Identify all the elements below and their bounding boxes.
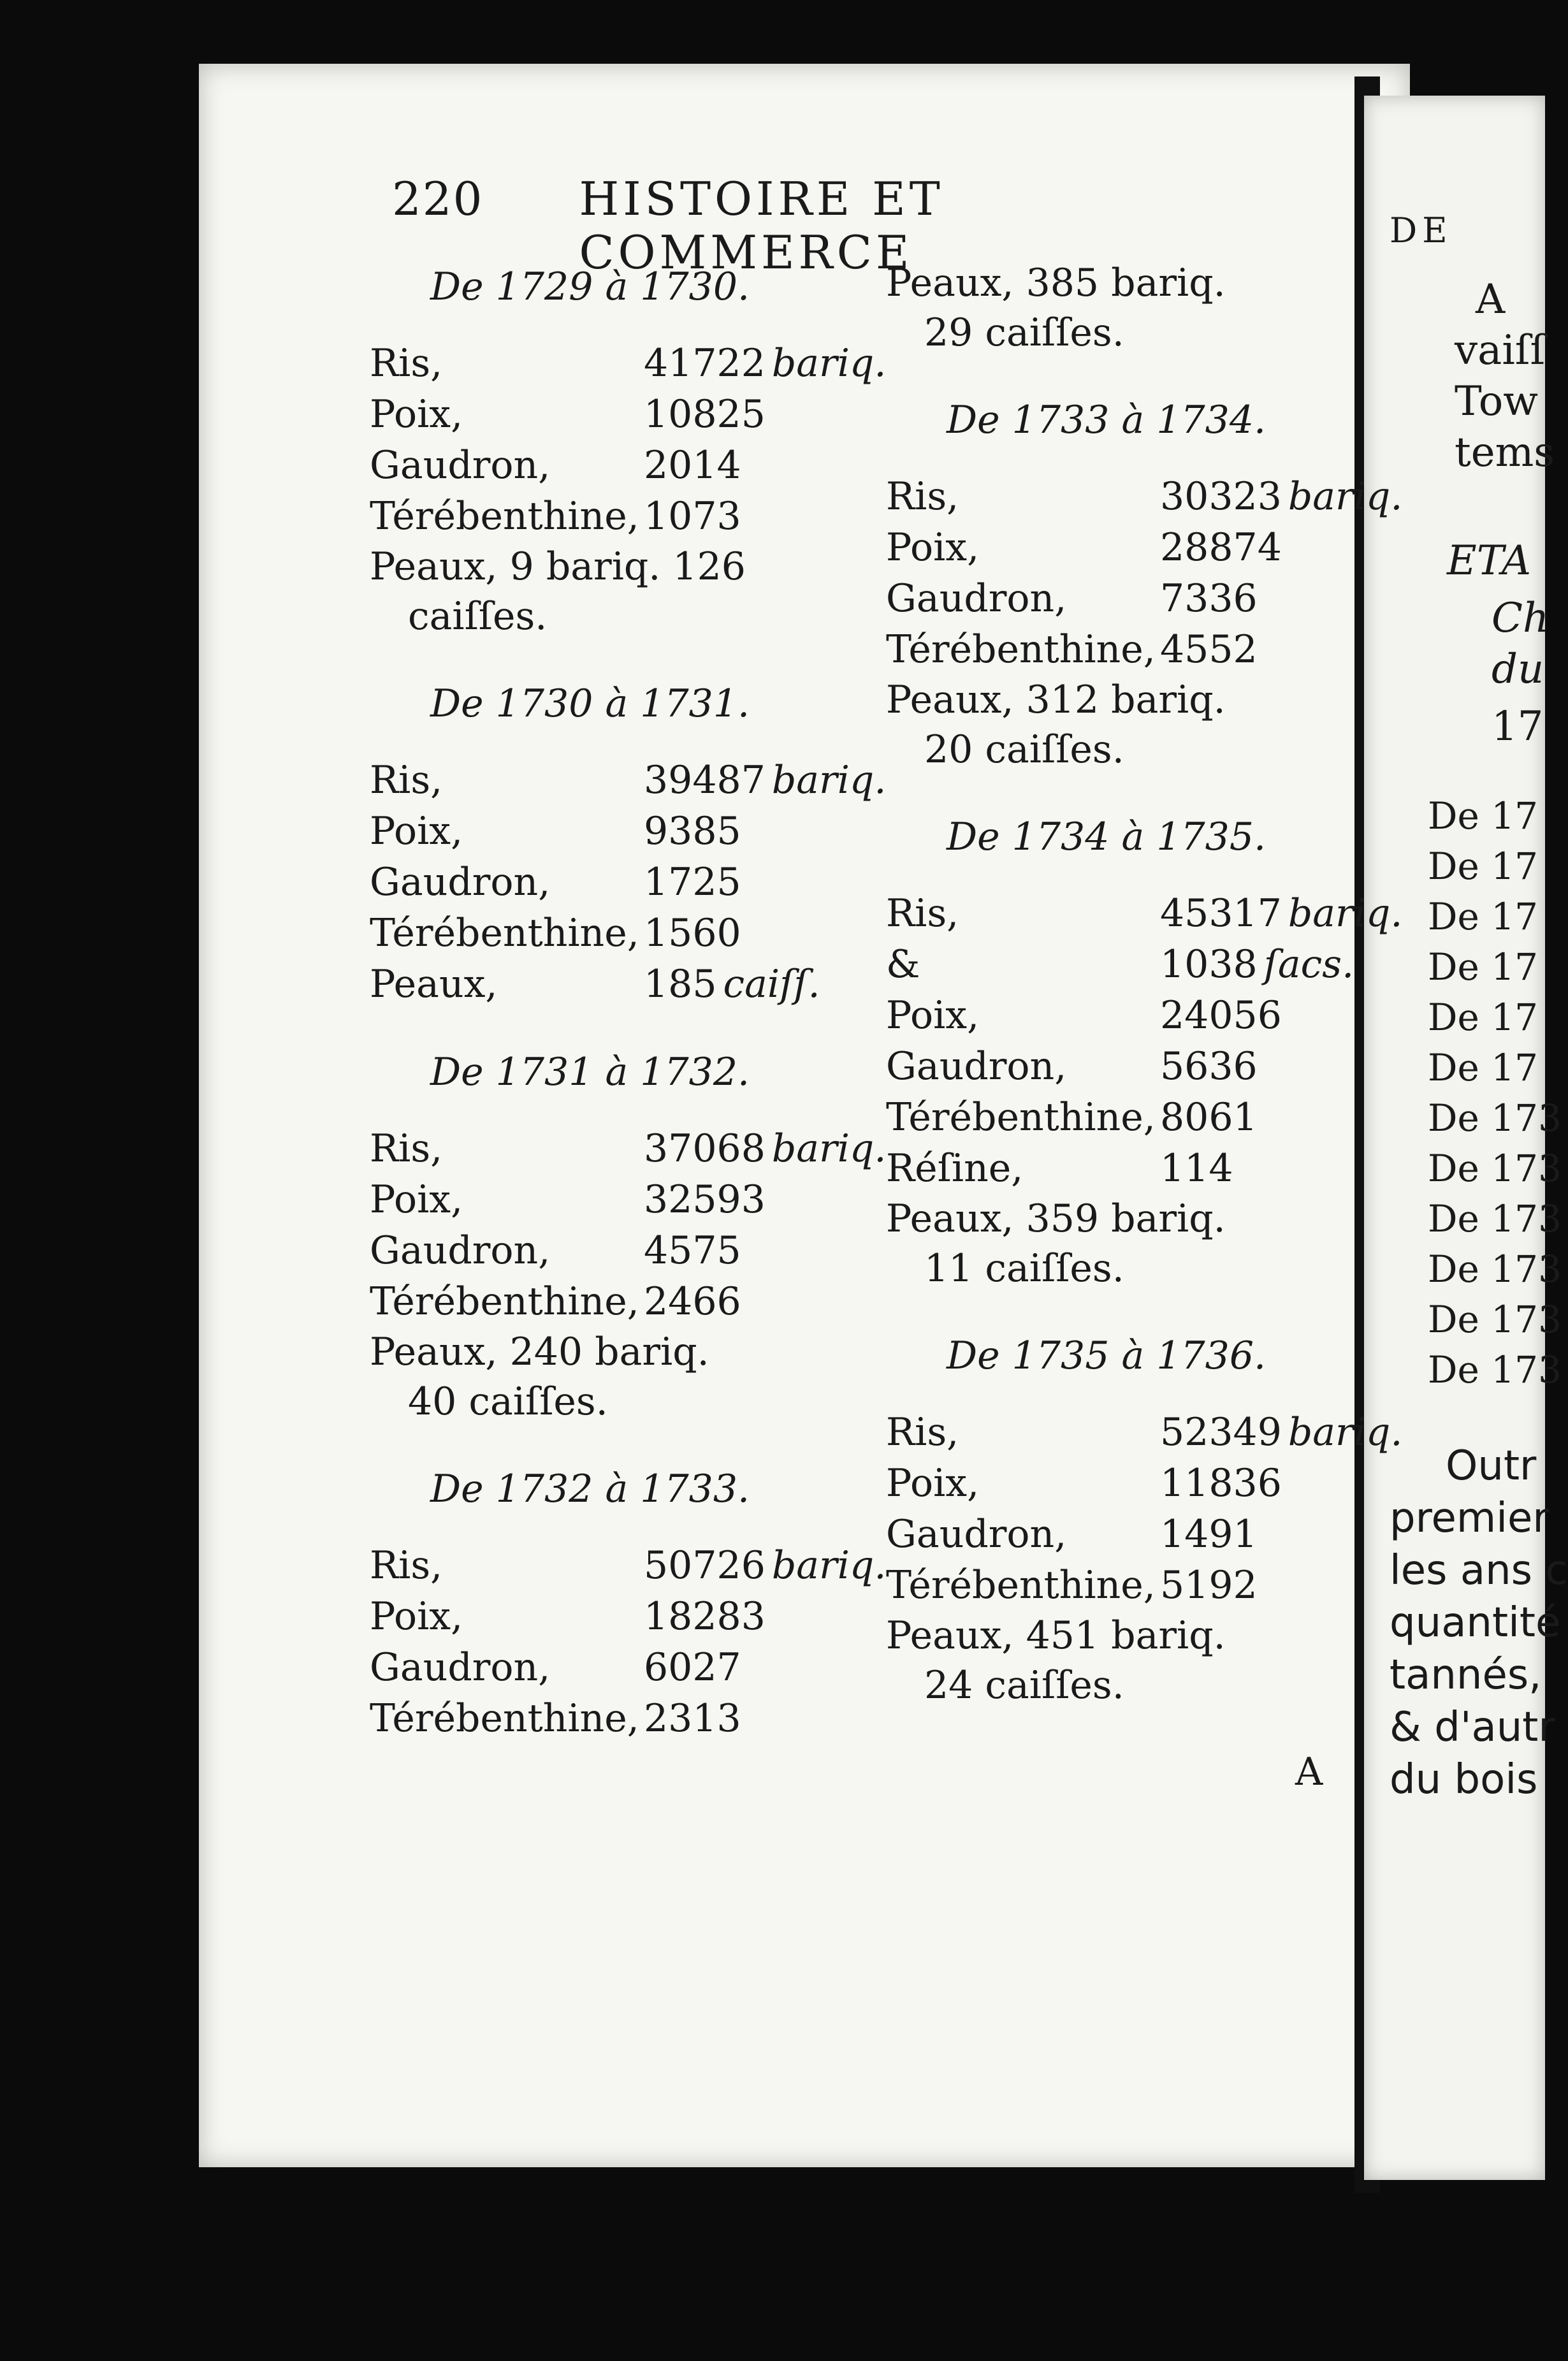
commodity-name: Térébenthine, <box>886 1563 1156 1608</box>
year-section <box>370 1047 887 1427</box>
commodity-value: 10825 <box>644 392 766 437</box>
commodity-name: Poix, <box>370 392 463 437</box>
facing-line: A <box>1476 276 1506 323</box>
commodity-value: 41722 bariq. <box>644 341 887 386</box>
commodity-row <box>370 1693 854 1744</box>
year-heading: De 1731 à 1732. <box>430 1050 750 1094</box>
commodity-name: Térébenthine, <box>370 911 639 955</box>
commodity-row <box>370 806 854 857</box>
commodity-row <box>886 1143 1370 1194</box>
year-heading: De 1729 à 1730. <box>430 265 750 309</box>
commodity-value: 32593 <box>644 1177 766 1222</box>
commodity-value: 5636 <box>1160 1044 1258 1089</box>
commodity-row <box>370 389 854 440</box>
commodity-name: Gaudron, <box>370 1228 551 1273</box>
year-section <box>886 395 1403 774</box>
year-section <box>370 1464 887 1744</box>
commodity-value: 1073 <box>644 494 741 539</box>
facing-de-line: De 173 <box>1428 1348 1562 1391</box>
commodity-name: Térébenthine, <box>886 1095 1156 1140</box>
commodity-value: 114 <box>1160 1146 1233 1191</box>
commodity-unit: bariq. <box>1288 1410 1403 1455</box>
commodity-row <box>370 908 854 959</box>
commodity-value: 2014 <box>644 443 741 488</box>
commodity-row <box>886 1509 1370 1560</box>
commodity-row <box>370 1642 854 1693</box>
facing-de-line: De 17 <box>1428 1046 1539 1089</box>
commodity-row <box>370 1540 887 1591</box>
year-section <box>370 261 887 641</box>
year-section <box>886 811 1403 1293</box>
left-column <box>370 261 887 1781</box>
commodity-value: 37068 bariq. <box>644 1126 887 1171</box>
commodity-name: Gaudron, <box>886 576 1067 621</box>
commodity-name: Réſine, <box>886 1146 1024 1191</box>
commodity-unit: bariq. <box>1288 891 1403 936</box>
facing-line: vaiſſ <box>1455 327 1546 374</box>
commodity-unit: ſacs. <box>1263 942 1354 987</box>
commodity-value: 2313 <box>644 1696 741 1741</box>
page-number: 220 <box>392 172 484 226</box>
peaux-note: Peaux, 9 bariq. 126 <box>370 544 746 589</box>
commodity-value: 1038 ſacs. <box>1160 942 1354 987</box>
commodity-row <box>886 1407 1403 1458</box>
commodity-name: Poix, <box>370 1177 463 1222</box>
facing-title-line: ETA <box>1447 537 1532 585</box>
commodity-value: 52349 bariq. <box>1160 1410 1403 1455</box>
commodity-value: 39487 bariq. <box>644 758 887 803</box>
commodity-row <box>886 1560 1370 1611</box>
commodity-unit: caiſſ. <box>723 962 820 1006</box>
peaux-note: Peaux, 312 bariq. <box>886 678 1226 722</box>
commodity-row <box>370 1591 854 1642</box>
facing-de-line: De 17 <box>1428 845 1539 888</box>
facing-page-head: DE <box>1390 210 1453 251</box>
commodity-name: & <box>886 942 920 987</box>
facing-de-line: De 17 <box>1428 794 1539 838</box>
commodity-row <box>370 1276 854 1327</box>
commodity-name: Poix, <box>886 525 980 570</box>
right-column <box>886 258 1403 1747</box>
facing-body-line: les ans c <box>1390 1547 1568 1594</box>
peaux-note: caiſſes. <box>408 594 548 639</box>
facing-de-line: De 17 <box>1428 945 1539 989</box>
commodity-name: Gaudron, <box>886 1512 1067 1557</box>
commodity-name: Térébenthine, <box>370 1696 639 1741</box>
facing-body-line: premier <box>1390 1495 1550 1542</box>
commodity-row <box>886 624 1370 675</box>
facing-de-line: De 17 <box>1428 895 1539 938</box>
facing-de-line: De 17 <box>1428 996 1539 1039</box>
peaux-note: Peaux, 451 bariq. <box>886 1613 1226 1658</box>
commodity-name: Ris, <box>370 341 443 386</box>
commodity-name: Ris, <box>370 758 443 803</box>
commodity-value: 7336 <box>1160 576 1258 621</box>
commodity-row <box>886 939 1370 990</box>
year-heading: De 1733 à 1734. <box>947 398 1267 442</box>
facing-title-line: 17 <box>1492 703 1544 750</box>
facing-title-line: Ch <box>1492 595 1550 642</box>
commodity-row <box>370 491 854 542</box>
commodity-row <box>370 959 854 1010</box>
commodity-name: Gaudron, <box>370 1645 551 1690</box>
facing-title-line: du <box>1492 646 1544 693</box>
facing-body-line: & d'autr <box>1390 1704 1555 1751</box>
commodity-name: Gaudron, <box>886 1044 1067 1089</box>
facing-body-line: quantité <box>1390 1599 1561 1646</box>
commodity-value: 28874 <box>1160 525 1282 570</box>
commodity-name: Gaudron, <box>370 443 551 488</box>
year-heading: De 1734 à 1735. <box>947 815 1267 859</box>
commodity-value: 24056 <box>1160 993 1282 1038</box>
peaux-note: Peaux, 240 bariq. <box>370 1330 709 1374</box>
commodity-value: 1725 <box>644 860 741 904</box>
commodity-name: Gaudron, <box>370 860 551 904</box>
year-section <box>370 678 887 1010</box>
commodity-value: 1491 <box>1160 1512 1258 1557</box>
facing-de-line: De 173 <box>1428 1298 1562 1341</box>
commodity-name: Peaux, <box>370 962 498 1006</box>
year-heading: De 1732 à 1733. <box>430 1467 750 1511</box>
year-section <box>886 258 1370 358</box>
peaux-note: Peaux, 359 bariq. <box>886 1196 1226 1241</box>
commodity-name: Térébenthine, <box>370 1279 639 1324</box>
commodity-name: Ris, <box>370 1543 443 1588</box>
facing-line: Tow <box>1455 378 1539 425</box>
facing-de-line: De 173 <box>1428 1096 1562 1140</box>
commodity-unit: bariq. <box>771 758 887 803</box>
year-heading: De 1730 à 1731. <box>430 681 750 726</box>
year-heading: De 1735 à 1736. <box>947 1333 1267 1378</box>
catchword: A <box>1295 1750 1323 1794</box>
commodity-unit: bariq. <box>1288 474 1403 519</box>
commodity-unit: bariq. <box>771 1126 887 1171</box>
commodity-row <box>886 1041 1370 1092</box>
year-section <box>886 1330 1403 1710</box>
commodity-name: Ris, <box>370 1126 443 1171</box>
commodity-value: 4575 <box>644 1228 741 1273</box>
commodity-name: Poix, <box>370 809 463 854</box>
commodity-name: Poix, <box>886 1461 980 1506</box>
page-title: HISTOIRE ET COMMERCE <box>579 172 944 279</box>
commodity-row <box>886 471 1403 522</box>
commodity-row <box>886 573 1370 624</box>
facing-de-line: De 173 <box>1428 1247 1562 1291</box>
commodity-name: Ris, <box>886 474 959 519</box>
commodity-row <box>370 857 854 908</box>
commodity-name: Poix, <box>370 1594 463 1639</box>
commodity-row <box>886 522 1370 573</box>
commodity-row <box>370 338 887 389</box>
commodity-value: 50726 bariq. <box>644 1543 887 1588</box>
peaux-note: 29 caiſſes. <box>924 310 1124 355</box>
facing-body-line: tannés, <box>1390 1652 1542 1699</box>
commodity-name: Térébenthine, <box>886 627 1156 672</box>
commodity-row <box>370 1174 854 1225</box>
facing-line: tems <box>1455 429 1555 476</box>
commodity-row <box>886 990 1370 1041</box>
commodity-value: 18283 <box>644 1594 766 1639</box>
facing-de-line: De 173 <box>1428 1147 1562 1190</box>
commodity-value: 2466 <box>644 1279 741 1324</box>
commodity-name: Térébenthine, <box>370 494 639 539</box>
commodity-name: Ris, <box>886 891 959 936</box>
commodity-value: 1560 <box>644 911 741 955</box>
commodity-value: 185 caiſſ. <box>644 962 820 1006</box>
commodity-row <box>886 1092 1370 1143</box>
peaux-note: 20 caiſſes. <box>924 727 1124 772</box>
facing-body-line: du bois <box>1390 1756 1538 1803</box>
commodity-row <box>370 1123 887 1174</box>
facing-de-line: De 173 <box>1428 1197 1562 1240</box>
commodity-unit: bariq. <box>771 341 887 386</box>
facing-body-line: Outr <box>1446 1442 1537 1490</box>
commodity-row <box>370 1225 854 1276</box>
commodity-row <box>886 1458 1370 1509</box>
commodity-value: 4552 <box>1160 627 1258 672</box>
commodity-value: 11836 <box>1160 1461 1282 1506</box>
commodity-name: Poix, <box>886 993 980 1038</box>
peaux-note: 24 caiſſes. <box>924 1663 1124 1708</box>
commodity-row <box>370 440 854 491</box>
commodity-row <box>370 755 887 806</box>
commodity-value: 8061 <box>1160 1095 1258 1140</box>
commodity-unit: bariq. <box>771 1543 887 1588</box>
commodity-value: 30323 bariq. <box>1160 474 1403 519</box>
peaux-note: 11 caiſſes. <box>924 1246 1124 1291</box>
peaux-note: Peaux, 385 bariq. <box>886 261 1226 305</box>
peaux-note: 40 caiſſes. <box>408 1379 608 1424</box>
commodity-value: 6027 <box>644 1645 741 1690</box>
commodity-value: 5192 <box>1160 1563 1258 1608</box>
commodity-name: Ris, <box>886 1410 959 1455</box>
commodity-value: 9385 <box>644 809 741 854</box>
commodity-row <box>886 888 1403 939</box>
commodity-value: 45317 bariq. <box>1160 891 1403 936</box>
